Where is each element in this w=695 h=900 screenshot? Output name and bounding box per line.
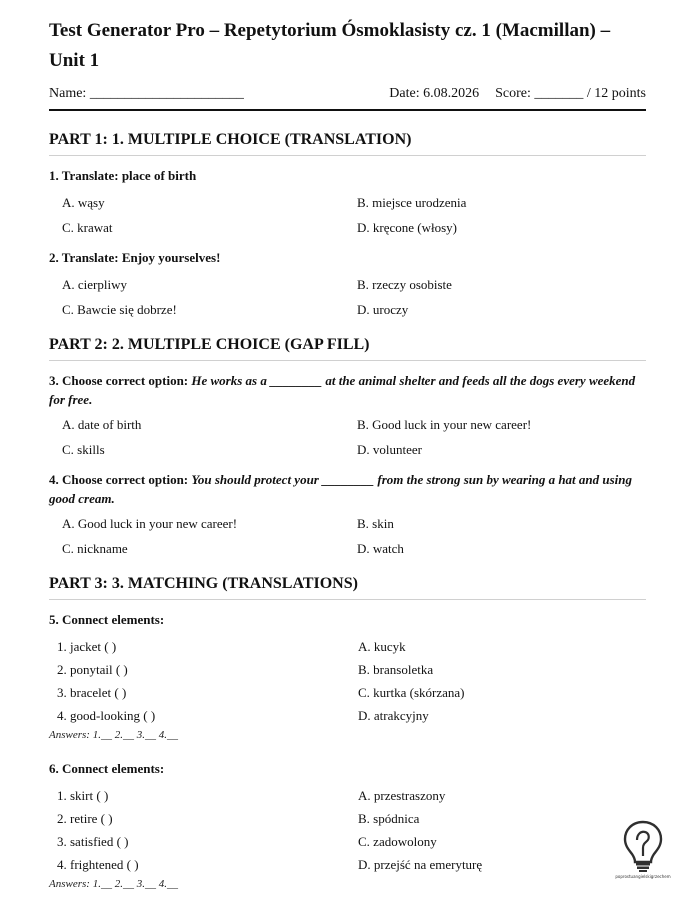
option-a: A. cierpliwy (62, 277, 127, 292)
option-d: D. kręcone (włosy) (357, 220, 457, 235)
question-5-prompt: 5. Connect elements: (49, 612, 165, 627)
name-field: Name: ______________________ (49, 86, 244, 101)
question-2 (49, 248, 646, 322)
question-4-options (49, 511, 646, 561)
question-4-sentence: You should protect your ________ from the strong sun by wearing a hat and using good cream. (49, 472, 633, 506)
option-b: B. rzeczy osobiste (357, 277, 452, 292)
match-left-2: 2. ponytail ( ) (57, 662, 128, 677)
question-6-matching (49, 784, 646, 876)
match-left-4: 4. good-looking ( ) (57, 708, 156, 723)
option-c: C. krawat (62, 220, 113, 235)
student-info-row (49, 86, 646, 111)
match-left-4: 4. frightened ( ) (57, 857, 139, 872)
question-4-prompt (49, 470, 646, 508)
option-c: C. nickname (62, 541, 128, 556)
question-1 (49, 166, 646, 240)
option-a: A. wąsy (62, 195, 105, 210)
option-a: A. Good luck in your new career! (62, 516, 238, 531)
question-3 (49, 371, 646, 462)
question-6 (49, 759, 646, 890)
question-5-matching (49, 635, 646, 727)
match-right-b: B. bransoletka (358, 662, 434, 677)
date-score-group (389, 86, 646, 102)
page-title: Test Generator Pro – Repetytorium Ósmoklasisty cz. 1 (Macmillan) – Unit 1 (49, 20, 611, 71)
lightbulb-icon (608, 818, 678, 880)
match-right-d: D. atrakcyjny (358, 708, 429, 723)
question-1-prompt: 1. Translate: place of birth (49, 168, 197, 183)
option-a: A. date of birth (62, 417, 142, 432)
option-c: C. Bawcie się dobrze! (62, 302, 177, 317)
question-6-answers: Answers: 1.__ 2.__ 3.__ 4.__ (49, 878, 178, 890)
option-b: B. miejsce urodzenia (357, 195, 467, 210)
option-d: D. uroczy (357, 302, 409, 317)
question-4 (49, 470, 646, 561)
question-2-options (49, 272, 646, 322)
score-field: Score: _______ / 12 points (495, 86, 646, 101)
section-title-part-3: PART 3: 3. MATCHING (TRANSLATIONS) (49, 575, 646, 600)
question-2-prompt: 2. Translate: Enjoy yourselves! (49, 250, 221, 265)
option-b: B. skin (357, 516, 394, 531)
match-left-1: 1. jacket ( ) (57, 639, 117, 654)
section-title-part-2: PART 2: 2. MULTIPLE CHOICE (GAP FILL) (49, 336, 646, 361)
question-4-label: 4. Choose correct option: (49, 472, 192, 487)
question-3-options (49, 412, 646, 462)
question-3-sentence: He works as a ________ at the animal shelter and feeds all the dogs every weekend for free. (49, 373, 636, 407)
brand-logo (608, 818, 678, 880)
section-title-part-1: PART 1: 1. MULTIPLE CHOICE (TRANSLATION) (49, 131, 646, 156)
question-6-prompt: 6. Connect elements: (49, 761, 165, 776)
option-c: C. skills (62, 442, 105, 457)
question-3-prompt (49, 371, 646, 409)
match-right-d: D. przejść na emeryturę (358, 857, 483, 872)
option-d: D. volunteer (357, 442, 422, 457)
match-right-a: A. przestraszony (358, 788, 446, 803)
match-right-a: A. kucyk (358, 639, 406, 654)
option-b: B. Good luck in your new career! (357, 417, 532, 432)
match-left-1: 1. skirt ( ) (57, 788, 109, 803)
match-right-c: C. zadowolony (358, 834, 437, 849)
match-left-3: 3. satisfied ( ) (57, 834, 129, 849)
match-right-b: B. spódnica (358, 811, 420, 826)
logo-text: poprostuangielskigrzechem (615, 874, 671, 879)
match-left-2: 2. retire ( ) (57, 811, 113, 826)
match-left-3: 3. bracelet ( ) (57, 685, 127, 700)
date-field: Date: 6.08.2026 (389, 86, 480, 101)
question-3-label: 3. Choose correct option: (49, 373, 192, 388)
match-right-c: C. kurtka (skórzana) (358, 685, 465, 700)
question-5-answers: Answers: 1.__ 2.__ 3.__ 4.__ (49, 729, 178, 741)
question-1-options (49, 190, 646, 240)
option-d: D. watch (357, 541, 404, 556)
question-5 (49, 610, 646, 741)
